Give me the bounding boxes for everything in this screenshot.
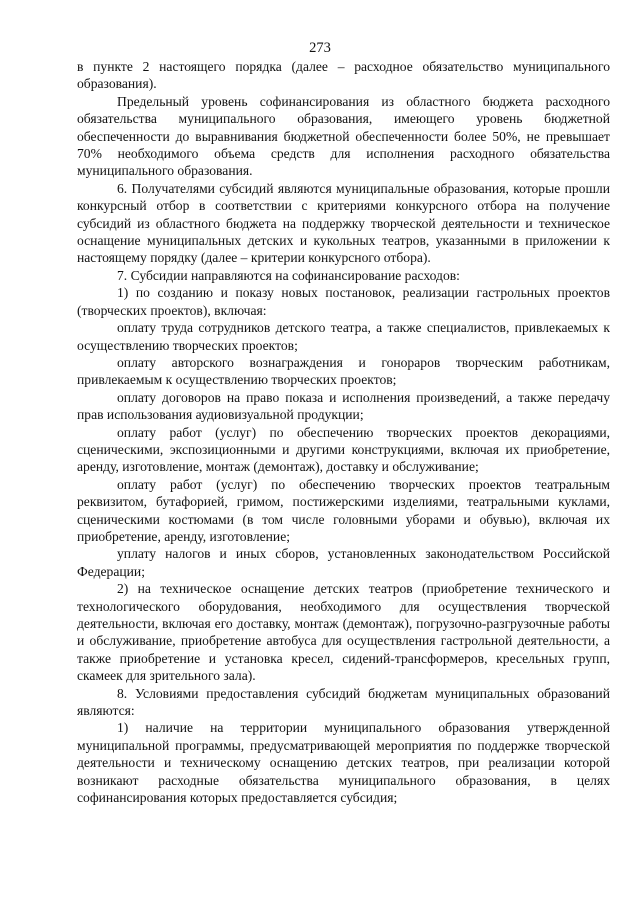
paragraph-labor-payment: оплату труда сотрудников детского театра, а также специалистов, привлекаемых к осуществлению творческих проектов; — [77, 320, 610, 353]
paragraph-performance-rights: оплату договоров на право показа и исполнения произведений, а также передачу прав использования аудиовизуальной продукции; — [77, 389, 610, 423]
page-number: 273 — [309, 40, 331, 56]
paragraph-item-7-2-equipment: 2) на техническое оснащение детских театров (приобретение технического и технологического оборудования, необходимого для осуществления творческой деятельности, включая его доставку, монтаж (демонтаж), погрузочно-разгрузочные работы и обслуживание, приобретение автобуса для осуществления гастрольной деятельности, а также приобретение и установка кресел, сидений-трансформеров, кресельных групп, скамеек для зрительного зала). — [77, 581, 610, 684]
paragraph-continuation: в пункте 2 настоящего порядка (далее – расходное обязательство муниципального образования). — [77, 59, 610, 92]
paragraph-decorations: оплату работ (услуг) по обеспечению творческих проектов декорациями, сценическими, экспозиционными и другими конструкциями, включая их приобретение, аренду, изготовление, монтаж (демонтаж), доставку и обслуживание; — [77, 424, 610, 475]
paragraph-taxes: уплату налогов и иных сборов, установленных законодательством Российской Федерации; — [77, 546, 610, 579]
paragraph-item-7-heading: 7. Субсидии направляются на софинансирование расходов: — [117, 267, 460, 283]
paragraph-props-costumes: оплату работ (услуг) по обеспечению творческих проектов театральным реквизитом, бутафорией, гримом, постижерскими изделиями, театральными куклами, сценическими костюмами (в том числе головными уборами и обувью), включая их приобретение, аренду, изготовление; — [77, 476, 610, 544]
document-body — [77, 58, 610, 806]
paragraph-item-7-1: 1) по созданию и показу новых постановок, реализации гастрольных проектов (творческих проектов), включая: — [77, 285, 610, 318]
paragraph-item-8-conditions: 8. Условиями предоставления субсидий бюджетам муниципальных образований являются: — [77, 685, 610, 719]
paragraph-author-fees: оплату авторского вознаграждения и гонораров творческим работникам, привлекаемым к осуществлению творческих проектов; — [77, 354, 610, 388]
paragraph-item-8-1: 1) наличие на территории муниципального образования утвержденной муниципальной программы, предусматривающей мероприятия по поддержке творческой деятельности и техническому оснащению детских театров, при реализации которой возникают расходные обязательства муниципального образования, в целях софинансирования которых предоставляется субсидия; — [77, 720, 610, 806]
paragraph-item-6-recipients: 6. Получателями субсидий являются муниципальные образования, которые прошли конкурсный отбор в соответствии с критериями конкурсного отбора на получение субсидий из областного бюджета на поддержку творческой деятельности и техническое оснащение муниципальных детских и кукольных театров, указанными в приложении к настоящему порядку (далее – критерии конкурсного отбора). — [77, 180, 610, 266]
paragraph-cofinancing-limit: Предельный уровень софинансирования из областного бюджета расходного обязательства муниципального образования, имеющего уровень бюджетной обеспеченности до выравнивания бюджетной обеспеченности более 50%, не превышает 70% необходимого объема средств для исполнения расходного обязательства муниципального образования. — [77, 93, 610, 179]
